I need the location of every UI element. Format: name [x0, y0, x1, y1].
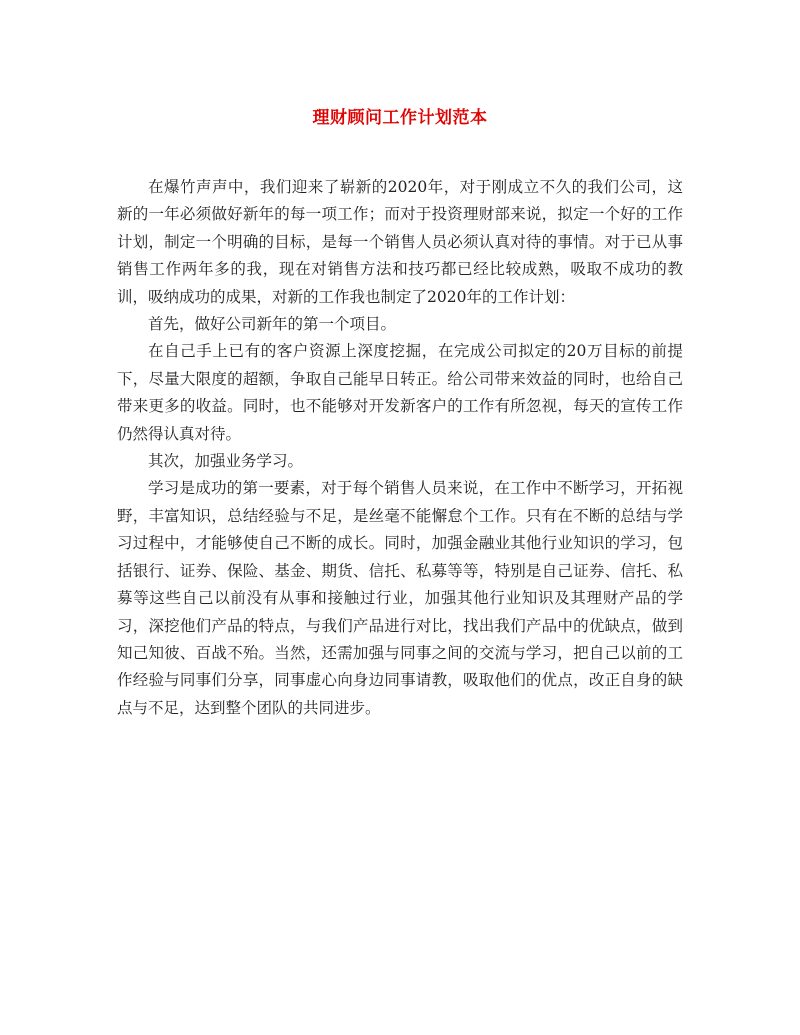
paragraph: 在自己手上已有的客户资源上深度挖掘，在完成公司拟定的20万目标的前提下，尽量大限度的超额，争取自己能早日转正。给公司带来效益的同时，也给自己带来更多的收益。同时，也不能够对开发新客户的工作有所忽视，每天的宣传工作仍然得认真对待。 [117, 342, 683, 443]
paragraph: 其次，加强业务学习。 [148, 452, 304, 471]
document-title: 理财顾问工作计划范本 [312, 108, 488, 128]
document-body [117, 174, 683, 722]
paragraph: 在爆竹声声中，我们迎来了崭新的2020年，对于刚成立不久的我们公司，这新的一年必须做好新年的每一项工作；而对于投资理财部来说，拟定一个好的工作计划，制定一个明确的目标，是每一个销售人员必须认真对待的事情。对于已从事销售工作两年多的我，现在对销售方法和技巧都已经比较成熟，吸取不成功的教训，吸纳成功的成果，对新的工作我也制定了2020年的工作计划： [117, 178, 683, 306]
paragraph: 首先，做好公司新年的第一个项目。 [148, 315, 397, 334]
paragraph: 学习是成功的第一要素，对于每个销售人员来说，在工作中不断学习，开拓视野，丰富知识，总结经验与不足，是丝毫不能懈怠个工作。只有在不断的总结与学习过程中，才能够使自己不断的成长。同时，加强金融业其他行业知识的学习，包括银行、证券、保险、基金、期货、信托、私募等等，特别是自己证券、信托、私募等这些自己以前没有从事和接触过行业，加强其他行业知识及其理财产品的学习，深挖他们产品的特点，与我们产品进行对比，找出我们产品中的优缺点，做到知己知彼、百战不殆。当然，还需加强与同事之间的交流与学习，把自己以前的工作经验与同事们分享，同事虚心向身边同事请教，吸取他们的优点，改正自身的缺点与不足，达到整个团队的共同进步。 [117, 479, 683, 717]
